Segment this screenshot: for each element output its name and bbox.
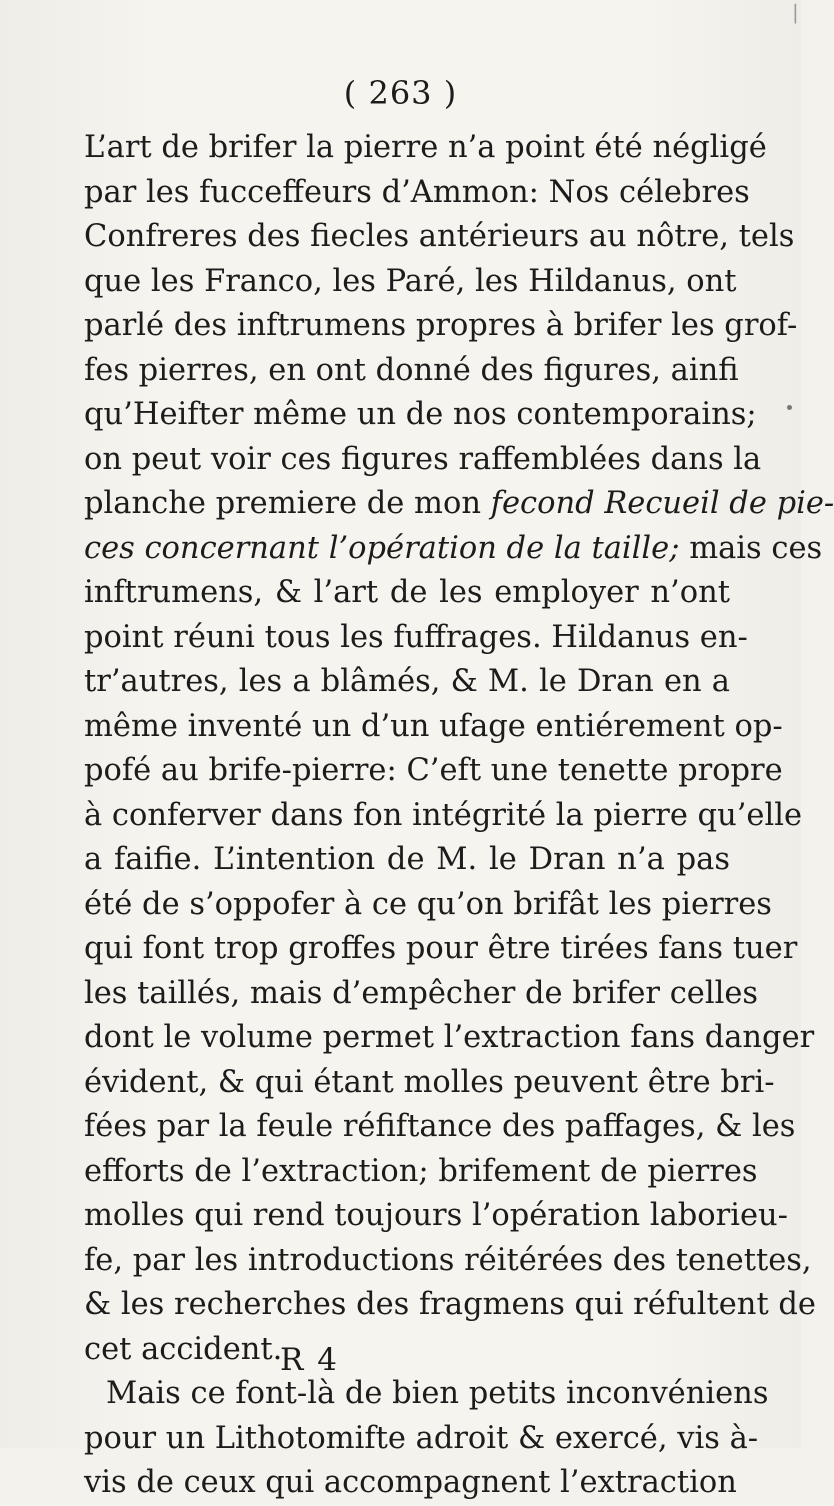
text-line	[84, 304, 798, 349]
text-line	[84, 527, 823, 572]
text-segment: les taillés, mais d’empêcher de brifer celles	[84, 975, 759, 1011]
italic-text: fecond Recueil de pie-	[490, 486, 834, 521]
text-segment: qu’Heifter même un de nos contemporains;	[84, 397, 757, 432]
text-segment: par les fucceffeurs d’Ammon: Nos célebres	[84, 174, 750, 210]
text-line	[84, 705, 783, 750]
text-segment: point réuni tous les fuffrages. Hildanus en-	[84, 619, 748, 655]
text-line	[84, 171, 750, 216]
text-segment: mais ces	[679, 530, 823, 566]
text-segment: vis de ceux qui accompagnent l’extraction	[84, 1465, 737, 1500]
text-line	[84, 349, 739, 394]
text-segment: tr’autres, les a blâmés, & M. le Dran en a	[84, 664, 730, 699]
text-line	[84, 1194, 788, 1239]
text-segment: fes pierres, en ont donné des figures, ainfi	[84, 352, 739, 388]
text-segment: molles qui rend toujours l’opération laborieu-	[84, 1198, 788, 1233]
text-segment: Mais ce font-là de bien petits inconvéniens	[106, 1376, 769, 1411]
text-line	[84, 616, 748, 661]
text-line	[84, 215, 795, 260]
italic-text: ces concernant l’opération de la taille;	[84, 530, 680, 566]
text-segment: pofé au brife-pierre: C’eft une tenette propre	[84, 753, 783, 788]
text-segment: inftrumens, & l’art de les employer n’ont	[84, 575, 730, 610]
text-line	[84, 482, 834, 527]
text-segment: même inventé un d’un ufage entiérement op-	[84, 708, 783, 744]
text-line	[84, 438, 762, 483]
text-segment: Confreres des fiecles antérieurs au nôtre, tels	[84, 219, 795, 254]
text-line	[84, 126, 767, 171]
text-segment: fe, par les introductions réitérées des tenettes,	[84, 1242, 812, 1278]
corner-mark: |	[792, 0, 799, 24]
text-segment: dont le volume permet l’extraction fans danger	[84, 1020, 815, 1055]
margin-dot	[787, 405, 792, 410]
text-line	[84, 1150, 758, 1195]
text-line	[84, 571, 730, 616]
text-line	[84, 393, 757, 438]
signature-mark: R 4	[280, 1342, 339, 1378]
text-line	[84, 749, 783, 794]
text-line	[84, 1105, 796, 1150]
text-line	[84, 260, 737, 305]
text-line	[84, 1016, 815, 1061]
text-line	[84, 1239, 812, 1284]
text-segment: & les recherches des fragmens qui réfultent de	[84, 1287, 816, 1322]
text-line	[84, 883, 772, 928]
text-segment: parlé des inftrumens propres à brifer les grof-	[84, 308, 798, 343]
text-segment: évident, & qui étant molles peuvent être bri-	[84, 1064, 775, 1100]
text-segment: pour un Lithotomifte adroit & exercé, vis à-	[84, 1420, 759, 1456]
text-line	[84, 794, 803, 839]
text-segment: que les Franco, les Paré, les Hildanus, ont	[84, 263, 737, 299]
text-line	[84, 927, 798, 972]
text-line	[84, 1283, 816, 1328]
text-line	[84, 1061, 775, 1106]
text-segment: qui font trop groffes pour être tirées fans tuer	[84, 931, 798, 966]
text-line	[84, 1461, 737, 1506]
text-segment: L’art de brifer la pierre n’a point été négligé	[84, 130, 767, 165]
text-segment: planche premiere de mon	[84, 486, 491, 521]
text-segment: efforts de l’extraction; brifement de pierres	[84, 1153, 758, 1189]
text-segment: on peut voir ces figures raffemblées dans la	[84, 441, 762, 477]
text-line	[84, 1417, 759, 1462]
text-segment: a faifie. L’intention de M. le Dran n’a pas	[84, 842, 730, 877]
page-number: ( 263 )	[343, 74, 458, 112]
text-line	[84, 972, 759, 1017]
text-line	[84, 1328, 730, 1373]
text-segment: cet accident.	[84, 1331, 283, 1367]
text-segment: à conferver dans fon intégrité la pierre qu’elle	[84, 797, 803, 833]
text-segment: fées par la feule réfiftance des paffages, & les	[84, 1109, 796, 1144]
text-line	[84, 838, 730, 883]
text-line	[84, 660, 730, 705]
body-text	[84, 126, 834, 1506]
text-segment: été de s’oppofer à ce qu’on brifât les pierres	[84, 886, 772, 922]
text-line	[84, 1372, 769, 1417]
